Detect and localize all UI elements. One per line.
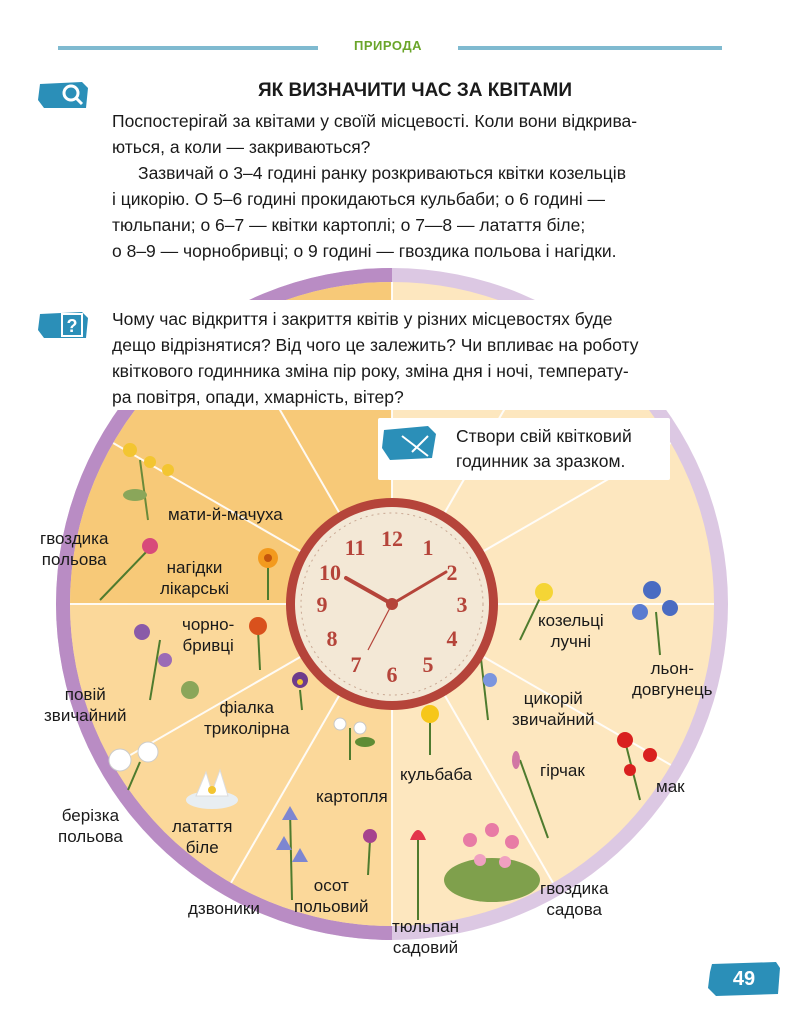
label-line: біле [185,838,219,857]
label-line: садова [546,900,603,919]
question-line: ра повітря, опади, хмарність, вітер? [112,387,404,407]
label-viola [204,697,289,739]
label-line: польова [58,827,123,846]
label-line: латаття [172,817,233,836]
label-thistle [294,875,369,917]
intro-line: ються, а коли — закриваються? [112,137,371,157]
svg-text:?: ? [66,316,78,336]
label-line: льон- [650,659,694,678]
body-line: Зазвичай о 3–4 годині ранку розкриваються квітки козельців [138,163,626,183]
label-tulip [392,916,459,958]
task-line: Створи свій квітковий [456,426,632,446]
label-tagetes [182,614,234,656]
label-water-lily [172,816,232,858]
label-field-carnation [40,528,108,570]
label-line: цикорій [523,689,583,708]
body-line: о 8–9 — чорнобривці; о 9 годині — гвоздика польова і нагідки. [112,241,617,261]
label-line: триколірна [204,719,290,738]
numeral-4: 4 [446,626,458,651]
label-line: чорно- [182,615,235,634]
label-line: лучні [550,632,592,651]
label-flax [632,658,713,700]
label-line: звичайний [512,710,595,729]
label-line: фіалка [219,698,274,717]
label-line: осот [313,876,349,895]
body-line: і цикорію. О 5–6 годині прокидаються кульбаби; о 6 годині — [112,189,606,209]
clock [286,498,498,710]
label-line: берізка [61,806,120,825]
label-line: гвоздика [540,879,609,898]
label-bindweed [44,684,127,726]
numeral-12: 12 [381,526,403,551]
question-line: Чому час відкриття і закриття квітів у різних місцевостях буде [112,309,613,329]
label-line: повій [64,685,106,704]
label-calendula [160,557,229,599]
label-line: садовий [392,938,459,957]
numeral-8: 8 [326,626,338,651]
body-line: тюльпани; о 6–7 — квітки картоплі; о 7—8 — латаття біле; [112,215,586,235]
label-coltsfoot: мати-й-мачуха [168,505,283,524]
label-line: нагідки [166,558,223,577]
label-goatsbeard [538,610,604,652]
question-line: дещо відрізнятися? Від чого це залежить? Чи впливає на роботу [112,335,639,355]
label-line: козельці [538,611,604,630]
label-poppy: мак [656,777,685,796]
label-line: польовий [294,897,369,916]
label-chicory [512,688,595,730]
numeral-1: 1 [422,535,434,560]
numeral-11: 11 [344,535,366,560]
label-line: бривці [182,636,234,655]
numeral-7: 7 [350,652,362,677]
label-bellflower: дзвоники [188,899,260,918]
numeral-3: 3 [456,592,468,617]
label-line: довгунець [632,680,713,699]
label-garden-carnation [540,878,608,920]
question-icon [38,310,90,340]
numeral-6: 6 [386,662,398,687]
label-dandelion: кульбаба [400,765,473,784]
label-line: польова [41,550,107,569]
task-text [456,424,632,474]
section-label-text: ПРИРОДА [354,38,422,53]
page-number: 49 [732,968,756,990]
label-knotweed: гірчак [540,761,585,780]
intro-line: Поспостерігай за квітами у своїй місцевості. Коли вони відкрива- [112,111,638,131]
label-potato: картопля [316,787,388,806]
label-line: лікарські [160,579,229,598]
question-line: квіткового годинника зміна пір року, зміна дня і ночі, температу- [112,361,629,381]
question-paragraph [112,306,722,410]
task-callout [378,418,670,480]
label-field-bindweed [58,805,123,847]
page-number-tag [708,962,780,996]
label-line: звичайний [44,706,127,725]
task-line: годинник за зразком. [456,451,626,471]
label-line: тюльпан [392,917,459,936]
numeral-2: 2 [446,560,458,585]
label-line: гвоздика [40,529,109,548]
numeral-10: 10 [319,560,341,585]
question-tag [38,310,90,340]
numeral-9: 9 [316,592,328,617]
scissors-icon [382,424,438,462]
numeral-5: 5 [422,652,434,677]
lesson-title: ЯК ВИЗНАЧИТИ ЧАС ЗА КВІТАМИ [257,80,573,101]
